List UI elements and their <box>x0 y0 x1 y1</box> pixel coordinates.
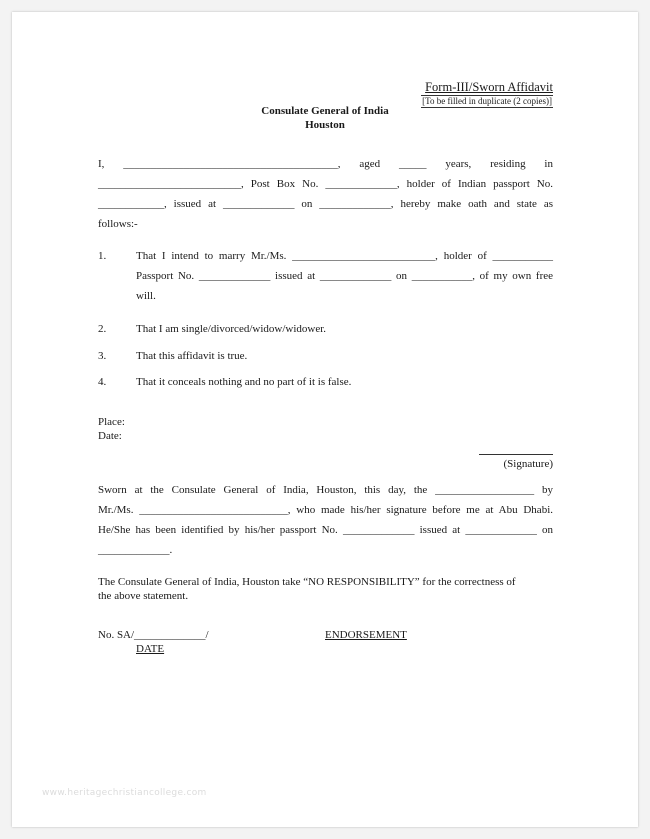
disclaimer-line: The Consulate General of India, Houston take “NO RESPONSIBILITY” for the correctness of <box>98 576 516 588</box>
item-2: That I am single/divorced/widow/widower. <box>136 323 327 335</box>
disclaimer-paragraph <box>98 575 553 603</box>
endorsement-heading: ENDORSEMENT <box>325 629 407 641</box>
item-line: Passport No. _____________ issued at _____________ on ___________, of my own free <box>136 270 553 282</box>
form-title: Form-III/Sworn Affidavit <box>425 80 553 94</box>
org-heading: Consulate General of India <box>261 105 389 117</box>
intro-line: ____________, issued at _____________ on _____________, hereby make oath and state as <box>98 198 553 210</box>
place-label: Place: <box>98 416 125 428</box>
item-line: That I intend to marry Mr./Ms. __________________________, holder of ___________ <box>136 250 553 262</box>
intro-line: I, _______________________________________, aged _____ years, residing in <box>98 158 553 170</box>
document-page <box>12 12 638 827</box>
intro-line: follows:- <box>98 218 138 230</box>
item-line: will. <box>136 290 156 302</box>
city-heading: Houston <box>305 119 345 131</box>
item-number: 2. <box>98 323 107 335</box>
sworn-line: _____________. <box>98 544 173 556</box>
signature-label: (Signature) <box>503 458 553 470</box>
disclaimer-line: the above statement. <box>98 590 189 602</box>
date-label: Date: <box>98 430 122 442</box>
intro-paragraph <box>98 154 553 234</box>
item-1 <box>136 246 553 306</box>
item-4: That it conceals nothing and no part of it is false. <box>136 376 352 388</box>
watermark: www.heritagechristiancollege.com <box>42 788 207 798</box>
sworn-line: Mr./Ms. ___________________________, who made his/her signature before me at Abu Dhabi. <box>98 504 553 516</box>
item-number: 4. <box>98 376 107 388</box>
sworn-paragraph <box>98 480 553 560</box>
sworn-line: He/She has been identified by his/her passport No. _____________ issued at _____________ on <box>98 524 553 536</box>
sa-number: No. SA/_____________/ <box>98 629 209 641</box>
intro-line: __________________________, Post Box No. _____________, holder of Indian passport No. <box>98 178 553 190</box>
signature-line <box>479 454 553 455</box>
item-3: That this affidavit is true. <box>136 350 248 362</box>
item-number: 3. <box>98 350 107 362</box>
sworn-line: Sworn at the Consulate General of India, Houston, this day, the __________________ by <box>98 484 553 496</box>
item-number: 1. <box>98 250 107 262</box>
date-caption: DATE <box>136 643 165 655</box>
form-subtitle: [To be filled in duplicate (2 copies)] <box>422 96 552 106</box>
